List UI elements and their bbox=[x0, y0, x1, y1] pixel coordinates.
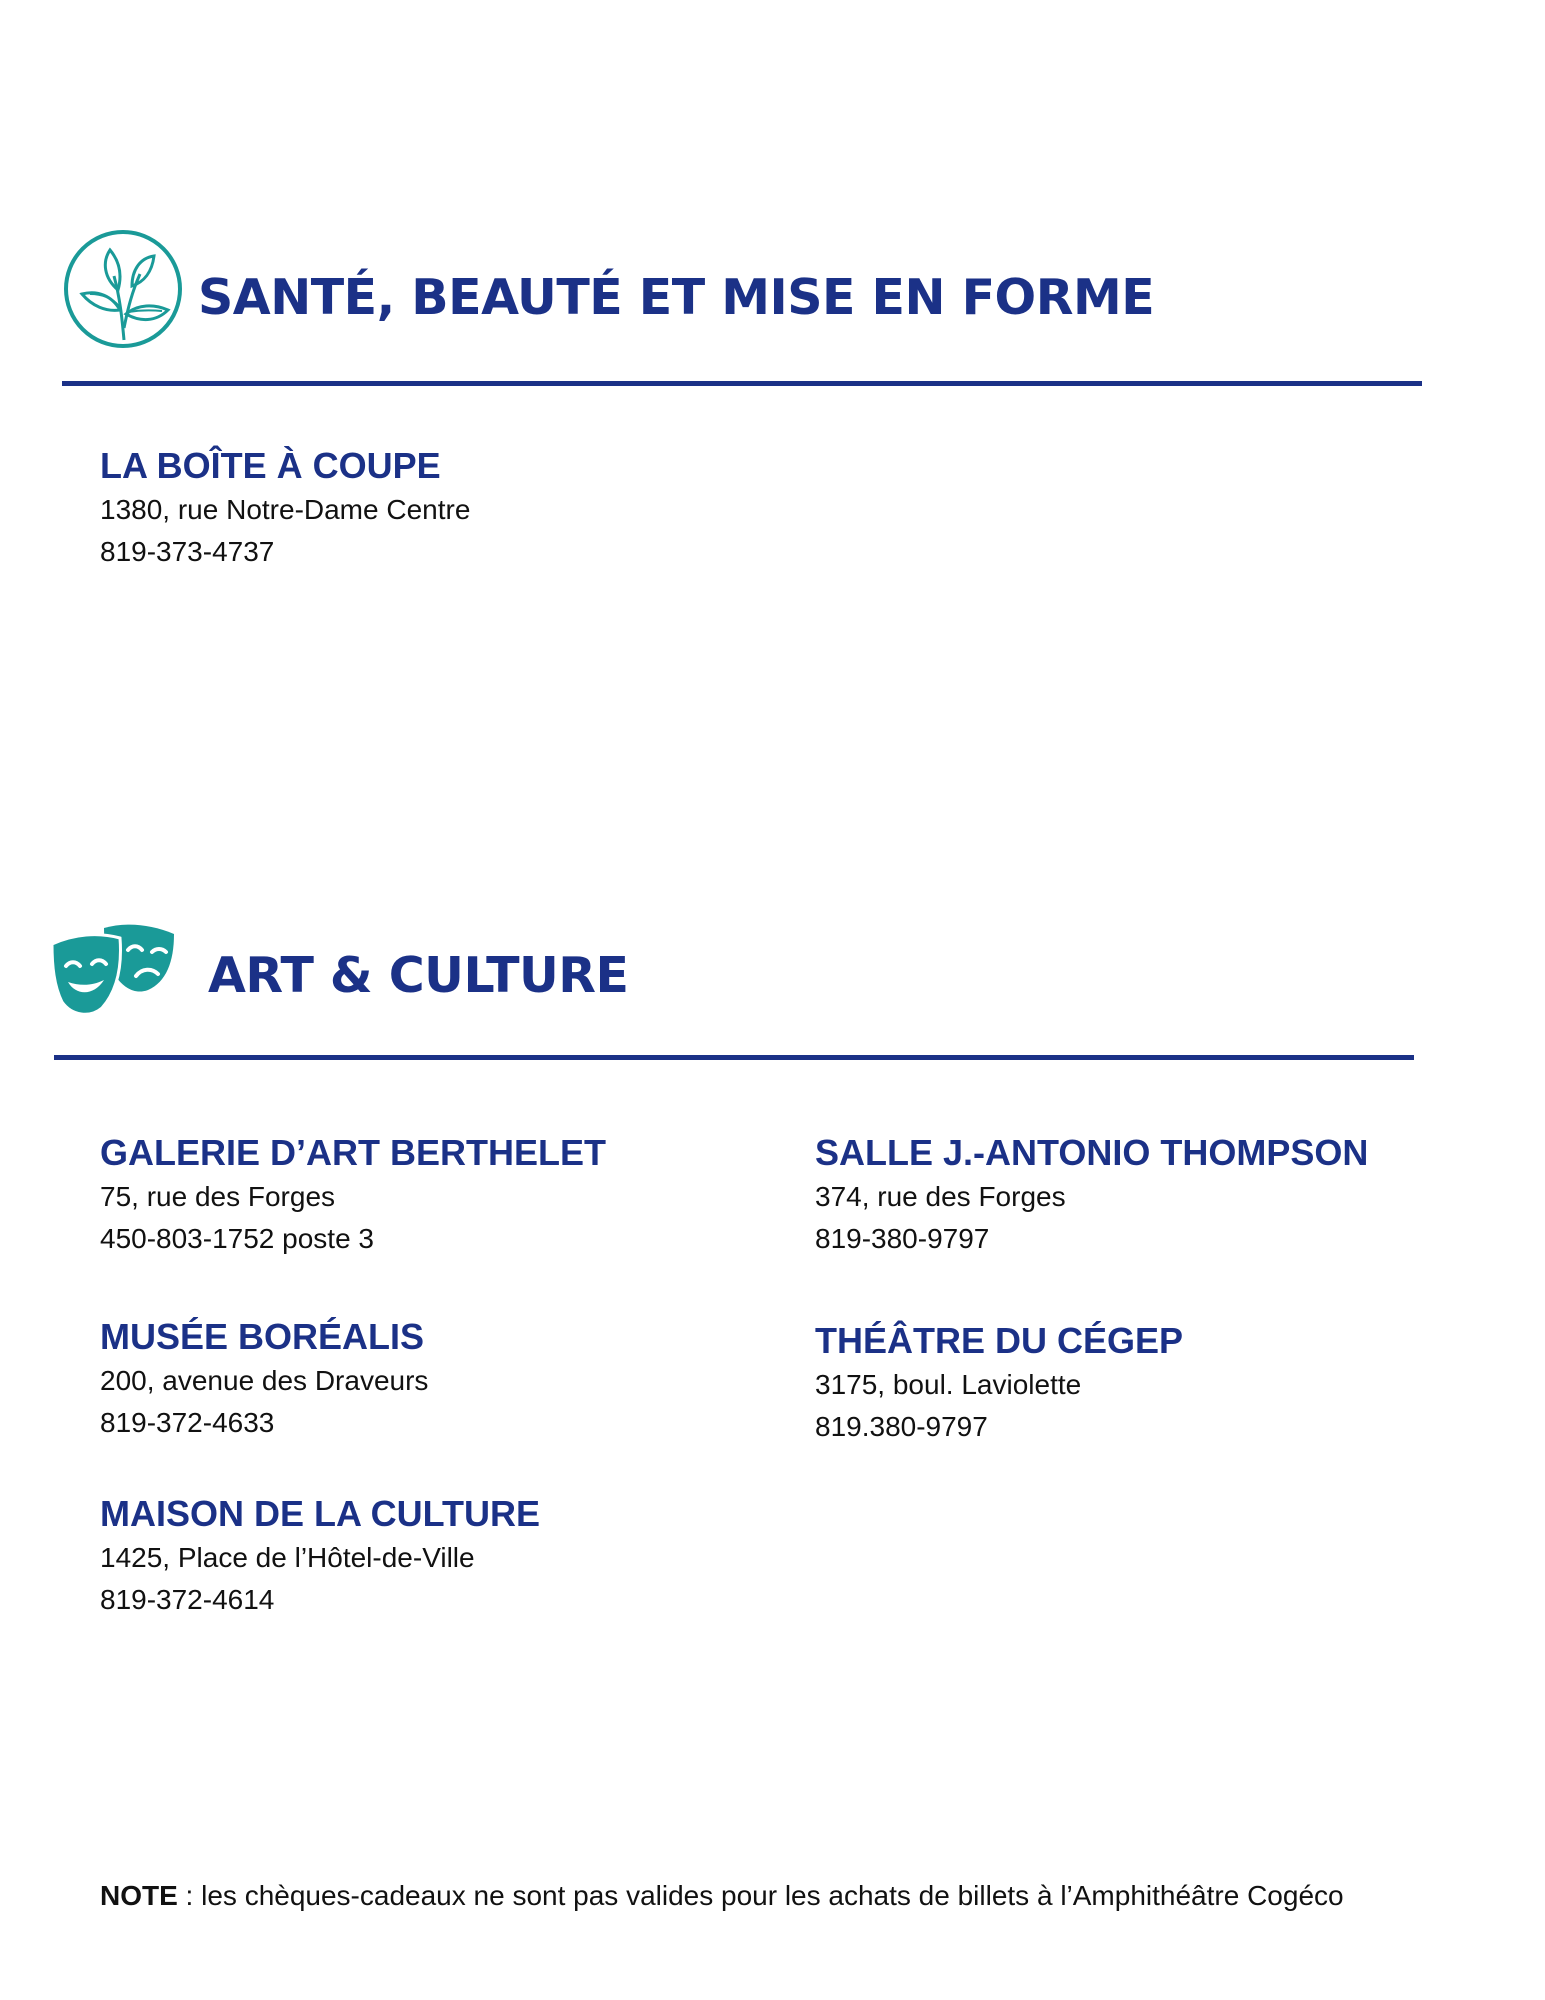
listing-entry bbox=[100, 443, 740, 573]
entry-phone: 819.380-9797 bbox=[815, 1411, 988, 1442]
section-header-health bbox=[62, 228, 1154, 350]
listing-entry bbox=[100, 1130, 740, 1260]
entry-name: GALERIE D’ART BERTHELET bbox=[100, 1132, 607, 1173]
listing-entry bbox=[100, 1314, 740, 1444]
leaf-plant-icon bbox=[62, 228, 184, 350]
entry-address: 374, rue des Forges bbox=[815, 1181, 1066, 1212]
entry-phone: 819-373-4737 bbox=[100, 536, 275, 567]
section-title: SANTÉ, BEAUTÉ ET MISE EN FORME bbox=[198, 268, 1155, 326]
entry-name: MAISON DE LA CULTURE bbox=[100, 1493, 540, 1534]
entry-phone: 819-380-9797 bbox=[815, 1223, 990, 1254]
entry-name: LA BOÎTE À COUPE bbox=[100, 445, 441, 486]
entry-name: SALLE J.-ANTONIO THOMPSON bbox=[815, 1132, 1369, 1173]
section-title: ART & CULTURE bbox=[208, 946, 629, 1004]
entry-name: MUSÉE BORÉALIS bbox=[100, 1316, 425, 1357]
entry-phone: 450-803-1752 poste 3 bbox=[100, 1223, 374, 1254]
entry-phone: 819-372-4633 bbox=[100, 1407, 275, 1438]
listing-entry bbox=[100, 1491, 740, 1621]
entry-address: 200, avenue des Draveurs bbox=[100, 1365, 429, 1396]
note-text: : les chèques-cadeaux ne sont pas valides pour les achats de billets à l’Amphithéâtre Cogéco bbox=[177, 1880, 1344, 1911]
note-label: NOTE bbox=[100, 1880, 178, 1911]
theater-masks-icon bbox=[50, 920, 178, 1020]
listing-entry bbox=[815, 1130, 1455, 1260]
entry-address: 3175, boul. Laviolette bbox=[815, 1369, 1082, 1400]
entry-name: THÉÂTRE DU CÉGEP bbox=[815, 1320, 1184, 1361]
entry-phone: 819-372-4614 bbox=[100, 1584, 275, 1615]
section-header-art bbox=[50, 920, 629, 1020]
entry-address: 1380, rue Notre-Dame Centre bbox=[100, 494, 471, 525]
listing-entry bbox=[815, 1318, 1455, 1448]
footer-note bbox=[100, 1876, 1344, 1916]
entry-address: 75, rue des Forges bbox=[100, 1181, 336, 1212]
entry-address: 1425, Place de l’Hôtel-de-Ville bbox=[100, 1542, 475, 1573]
section-divider bbox=[62, 381, 1422, 386]
section-divider bbox=[54, 1055, 1414, 1060]
